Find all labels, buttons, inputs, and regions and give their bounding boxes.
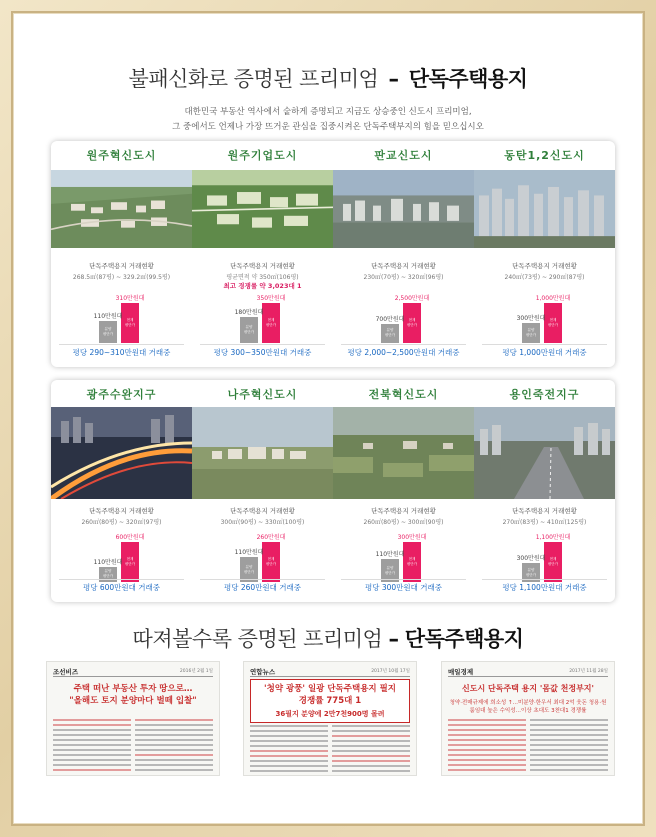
city-panel-row-1 <box>51 141 615 367</box>
bar-label: 현재 평단가 <box>547 557 559 566</box>
bar-label: 분양 평단가 <box>243 325 255 334</box>
chart-title: 단독주택용지 거래현황 <box>512 507 577 515</box>
bar-label: 분양 평단가 <box>525 328 537 337</box>
aerial-photo <box>474 407 615 499</box>
original-price-label: 300만원대 <box>516 555 546 563</box>
chart-title: 단독주택용지 거래현황 <box>371 262 436 270</box>
second-headline <box>13 623 643 653</box>
bar-label: 현재 평단가 <box>124 318 136 327</box>
city-name: 용인죽전지구 <box>509 388 580 401</box>
trading-price: 평당 600만원대 거래중 <box>82 583 161 592</box>
city-name: 원주기업도시 <box>227 149 298 162</box>
bar-label: 분양 평단가 <box>384 565 396 575</box>
aerial-photo <box>51 407 192 499</box>
lot-size-range: 270㎡(83평) ~ 410㎡(125평) <box>502 519 587 526</box>
article-headline <box>448 683 608 695</box>
price-bar-chart <box>474 532 615 582</box>
trading-price: 평당 300~350만원대 거래중 <box>213 348 312 357</box>
trading-price: 평당 2,000~2,500만원대 거래중 <box>347 348 460 357</box>
city-name: 전북혁신도시 <box>368 388 439 401</box>
lot-size-range: 268.5㎡(87평) ~ 329.2㎡(99.5평) <box>72 274 171 281</box>
bar-label: 분양 평단가 <box>384 328 396 338</box>
headline2-emphasis: 단독주택용지 <box>404 627 524 651</box>
headline2-prefix: 따져볼수록 증명된 프리미엄 <box>132 627 383 651</box>
divider <box>341 344 466 345</box>
trading-price: 평당 300만원대 거래중 <box>364 583 443 592</box>
price-bar-chart <box>192 293 333 343</box>
current-price-bar <box>262 303 280 343</box>
bar-label: 분양 평단가 <box>243 564 255 574</box>
bar-label: 분양 평단가 <box>102 569 114 579</box>
main-headline <box>13 63 643 93</box>
current-price-label: 1,100만원대 <box>535 534 571 541</box>
chart-title: 단독주택용지 거래현황 <box>230 262 295 270</box>
article-masthead <box>250 667 410 677</box>
current-price-label: 310만원대 <box>115 295 145 302</box>
divider <box>59 344 184 345</box>
bar-label: 현재 평단가 <box>124 557 136 566</box>
trading-price: 평당 1,000만원대 거래중 <box>502 348 587 357</box>
bar-label: 현재 평단가 <box>265 318 277 327</box>
current-price-bar <box>121 542 139 582</box>
headline-dash: – <box>388 67 399 91</box>
article-date: 2017년 10월 17일 <box>371 669 410 674</box>
lot-size-range: 240㎡(73평) ~ 290㎡(87평) <box>504 274 585 281</box>
original-price-label: 110만원대 <box>93 312 123 320</box>
article-headline-line-2: "올해도 토지 분양마다 벌떼 입찰" <box>69 696 197 706</box>
current-price-label: 350만원대 <box>256 295 286 302</box>
original-price-label: 110만원대 <box>234 549 264 557</box>
article-masthead <box>448 667 608 677</box>
bar-label: 분양 평단가 <box>525 567 537 577</box>
trading-price: 평당 260만원대 거래중 <box>223 583 302 592</box>
article-headline-line-1: 주택 떠난 부동산 투자 땅으로… <box>73 684 193 694</box>
price-bar-chart <box>474 293 615 343</box>
article-headline-line-1: 신도시 단독주택 용지 '몸값 천정부지' <box>462 684 594 693</box>
aerial-photo <box>333 170 474 248</box>
chart-title: 단독주택용지 거래현황 <box>89 507 154 515</box>
article-body-text <box>53 719 213 769</box>
divider <box>200 579 325 580</box>
intro-line-1: 대한민국 부동산 역사에서 숱하게 증명되고 지금도 상승중인 신도시 프리미엄, <box>184 107 472 117</box>
original-price-bar <box>522 323 540 343</box>
article-headline-line-1: '청약 광풍' 일광 단독주택용지 필지 <box>264 684 396 694</box>
lot-size-range: 평균면적 약 350㎡(106평) <box>226 274 299 281</box>
city-card <box>51 380 192 602</box>
current-price-bar <box>403 303 421 343</box>
article-date: 2017년 11월 28일 <box>569 669 608 674</box>
article-subheadline: 36필지 분양에 2만7천900명 몰려 <box>275 710 385 718</box>
competition-rate: 최고 경쟁률 약 3,023대 1 <box>223 282 302 290</box>
article-masthead <box>53 667 213 677</box>
city-card <box>333 141 474 367</box>
news-article-2 <box>243 661 417 776</box>
aerial-photo <box>192 170 333 248</box>
current-price-bar <box>121 303 139 343</box>
city-name: 판교신도시 <box>374 149 433 162</box>
trading-price: 평당 1,100만원대 거래중 <box>502 583 587 592</box>
city-name: 광주수완지구 <box>86 388 157 401</box>
bar-label: 현재 평단가 <box>406 557 418 566</box>
chart-title: 단독주택용지 거래현황 <box>512 262 577 270</box>
news-article-1 <box>46 661 220 776</box>
current-price-label: 260만원대 <box>256 534 286 541</box>
divider <box>482 579 607 580</box>
city-card <box>192 141 333 367</box>
article-date: 2016년 2월 1일 <box>179 669 213 674</box>
trading-price: 평당 290~310만원대 거래중 <box>72 348 171 357</box>
original-price-label: 300만원대 <box>516 315 546 322</box>
original-price-bar <box>381 324 399 343</box>
original-price-bar <box>240 317 258 343</box>
article-subheadline: 청약·전매규제에 희소성 ↑…미분양·한우서 최대 2억 웃돈 청용·원룸임대 높은 수익성…이상 초대도 3천대1 경쟁률 <box>449 700 607 714</box>
divider <box>482 344 607 345</box>
article-headline-line-2: 경쟁률 775대 1 <box>298 696 362 706</box>
price-bar-chart <box>51 532 192 582</box>
price-bar-chart <box>192 532 333 582</box>
price-bar-chart <box>333 293 474 343</box>
current-price-bar <box>262 542 280 582</box>
headline-prefix: 불패신화로 증명된 프리미엄 <box>128 67 379 91</box>
city-card <box>474 380 615 602</box>
chart-title: 단독주택용지 거래현황 <box>89 262 154 270</box>
lot-size-range: 230㎡(70평) ~ 320㎡(96평) <box>363 274 444 281</box>
article-source: 조선비즈 <box>53 668 79 676</box>
current-price-label: 300만원대 <box>397 534 427 541</box>
lot-size-range: 300㎡(90평) ~ 330㎡(100평) <box>220 519 305 526</box>
article-headline <box>250 683 410 707</box>
article-source: 매일경제 <box>448 668 474 676</box>
city-name: 원주혁신도시 <box>86 149 157 162</box>
original-price-label: 110만원대 <box>93 558 123 566</box>
current-price-label: 2,500만원대 <box>394 295 430 302</box>
bar-label: 현재 평단가 <box>547 318 559 327</box>
price-bar-chart <box>51 293 192 343</box>
price-bar-chart <box>333 532 474 582</box>
original-price-label: 700만원대 <box>375 315 405 323</box>
city-panel-row-2 <box>51 380 615 602</box>
divider <box>59 579 184 580</box>
intro-line-2: 그 중에서도 언제나 가장 뜨거운 관심을 집중시켜온 단독주택부지의 힘을 믿으십시오 <box>172 122 484 132</box>
city-card <box>474 141 615 367</box>
current-price-label: 600만원대 <box>115 534 145 541</box>
current-price-bar <box>544 303 562 343</box>
article-body-text <box>448 719 608 769</box>
city-card <box>192 380 333 602</box>
bar-label: 분양 평단가 <box>102 326 114 336</box>
lot-size-range: 260㎡(80평) ~ 320㎡(97평) <box>81 519 162 526</box>
city-name: 나주혁신도시 <box>227 388 298 401</box>
chart-title: 단독주택용지 거래현황 <box>371 507 436 515</box>
original-price-bar <box>99 321 117 343</box>
city-name: 동탄1,2신도시 <box>504 149 585 162</box>
bar-label: 현재 평단가 <box>406 318 418 327</box>
article-source: 연합뉴스 <box>250 668 276 676</box>
article-headline <box>53 683 213 707</box>
headline-emphasis: 단독주택용지 <box>408 67 528 91</box>
news-article-3 <box>441 661 615 776</box>
original-price-label: 110만원대 <box>375 551 405 559</box>
aerial-photo <box>192 407 333 499</box>
aerial-photo <box>51 170 192 248</box>
lot-size-range: 260㎡(80평) ~ 300㎡(90평) <box>363 519 444 526</box>
chart-title: 단독주택용지 거래현황 <box>230 507 295 515</box>
intro-text <box>13 105 643 135</box>
current-price-bar <box>403 542 421 582</box>
divider <box>200 344 325 345</box>
current-price-bar <box>544 542 562 582</box>
divider <box>341 579 466 580</box>
aerial-photo <box>333 407 474 499</box>
headline2-dash: – <box>388 627 399 651</box>
poster <box>11 11 645 826</box>
current-price-label: 1,000만원대 <box>535 295 571 302</box>
original-price-label: 180만원대 <box>234 309 264 316</box>
article-body-text <box>250 725 410 769</box>
bar-label: 현재 평단가 <box>265 557 277 566</box>
aerial-photo <box>474 170 615 248</box>
city-card <box>51 141 192 367</box>
city-card <box>333 380 474 602</box>
